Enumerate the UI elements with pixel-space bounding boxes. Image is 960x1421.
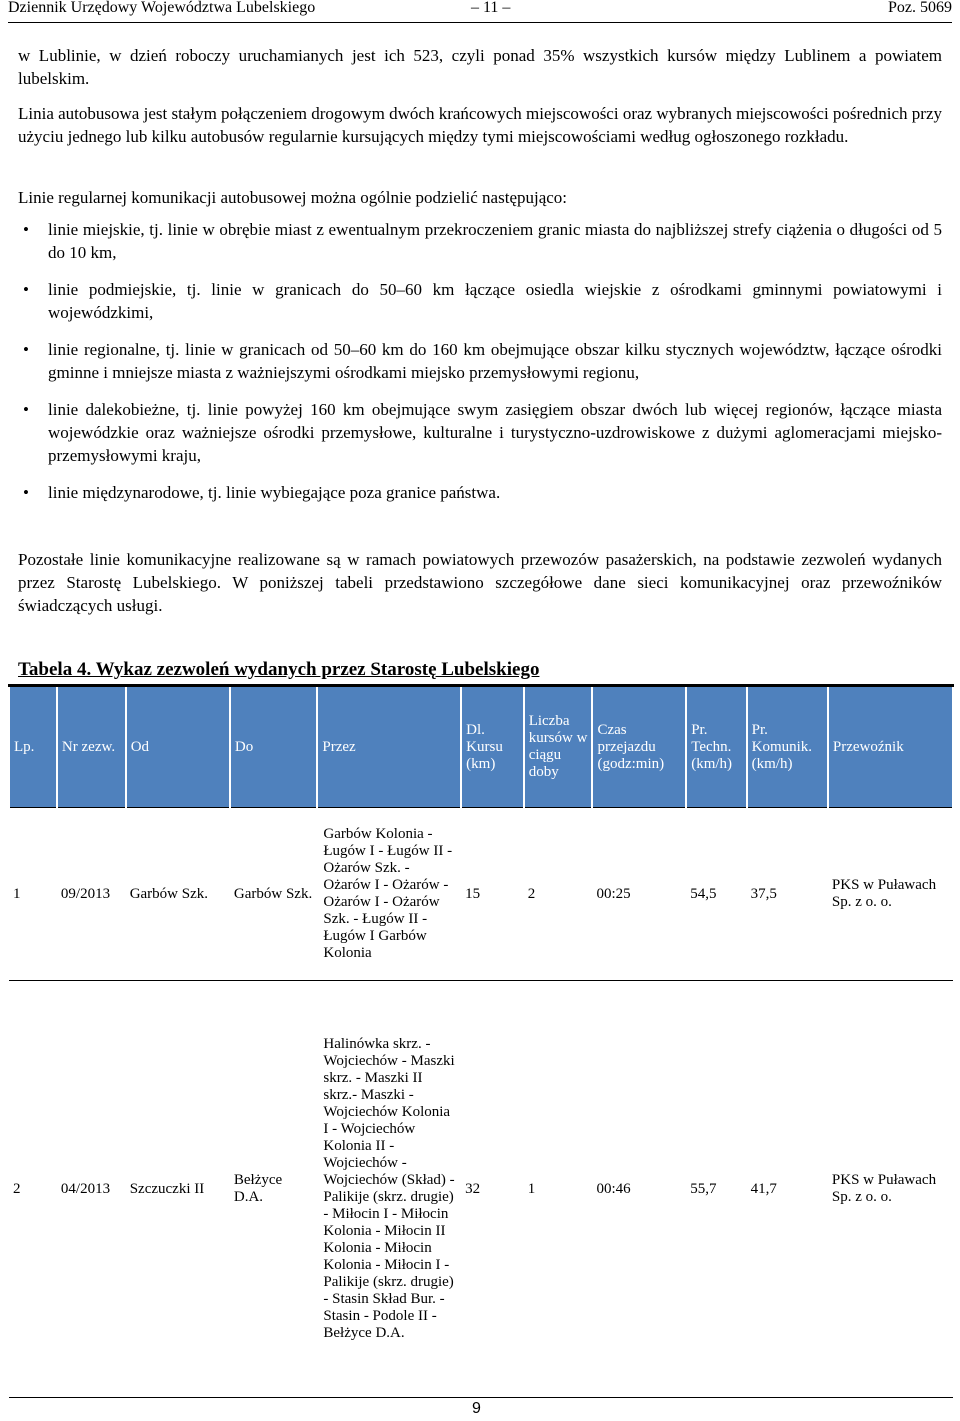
header-travel-time: Czas przejazdu (godz:min) <box>592 686 686 808</box>
list-item <box>23 398 942 467</box>
position-number: Poz. 5069 <box>888 0 952 16</box>
cell-tech-speed: 54,5 <box>686 808 746 981</box>
table-row <box>9 981 953 1398</box>
bullet-icon: • <box>23 400 29 419</box>
paragraph-definition: Linia autobusowa jest stałym połączeniem drogowym dwóch krańcowych miejscowości oraz wybranych miejscowości pośrednich przy użyciu jednego lub kilku autobusów regularnie kursujących między tymi miejscowościami według ogłoszonego rozkładu. <box>18 104 942 146</box>
list-item-text: linie podmiejskie, tj. linie w granicach do 50–60 km łączące osiedla wiejskie z ośrodkami gminnymi powiatowymi i wojewódzkimi, <box>48 280 942 322</box>
line-types-list <box>23 218 942 504</box>
bullet-icon: • <box>23 220 29 239</box>
header-runs-per-day: Liczba kursów w ciągu doby <box>524 686 593 808</box>
list-item-text: linie dalekobieżne, tj. linie powyżej 160 km obejmujące swym zasięgiem obszar dwóch lub więcej regionów, łączące miasta wojewódzkie oraz ważniejsze ośrodki przemysłowe, kulturalne i turystyczno-uzdrowiskowe z dużymi aglomeracjami miejsko-przemysłowymi kraju, <box>48 400 942 465</box>
cell-tech-speed: 55,7 <box>686 981 746 1398</box>
header-from: Od <box>126 686 230 808</box>
cell-route-length: 32 <box>461 981 524 1398</box>
list-item-text: linie miejskie, tj. linie w obrębie miast z ewentualnym przekroczeniem granic miasta do najbliższej strefy ciążenia o długości od 5 do 10 km, <box>48 220 942 262</box>
header-tech-speed: Pr. Techn. (km/h) <box>686 686 746 808</box>
cell-runs-per-day: 2 <box>524 808 593 981</box>
list-item <box>23 278 942 324</box>
cell-carrier: PKS w Puławach Sp. z o. o. <box>828 981 953 1398</box>
cell-lp: 1 <box>9 808 57 981</box>
list-item <box>23 338 942 384</box>
cell-lp: 2 <box>9 981 57 1398</box>
header-lp: Lp. <box>9 686 57 808</box>
list-item-text: linie międzynarodowe, tj. linie wybiegające poza granice państwa. <box>48 483 501 502</box>
cell-route-length: 15 <box>461 808 524 981</box>
cell-permit-number: 04/2013 <box>57 981 126 1398</box>
cell-carrier: PKS w Puławach Sp. z o. o. <box>828 808 953 981</box>
header-permit-number: Nr zezw. <box>57 686 126 808</box>
cell-commercial-speed: 41,7 <box>747 981 828 1398</box>
cell-runs-per-day: 1 <box>524 981 593 1398</box>
header-to: Do <box>230 686 318 808</box>
header-carrier: Przewoźnik <box>828 686 953 808</box>
cell-via: Halinówka skrz. - Wojciechów - Maszki skrz. - Maszki II skrz.- Maszki - Wojciechów Kolonia I - Wojciechów Kolonia II - Wojciechów - Wojciechów (Skład) - Palikije (skrz. drugie) - Miłocin I - Miłocin Kolonia - Miłocin II Kolonia - Miłocin Kolonia - Miłocin I - Palikije (skrz. drugie) - Stasin Skład Bur. - Stasin - Podole II - Bełżyce D.A. <box>317 981 461 1398</box>
permits-table <box>8 684 954 1398</box>
page-number: 9 <box>472 1400 481 1417</box>
header-page-marker: – 11 – <box>471 0 511 16</box>
header-via: Przez <box>317 686 461 808</box>
paragraph-intro: w Lublinie, w dzień roboczy uruchamianych jest ich 523, czyli ponad 35% wszystkich kursów między Lublinem a powiatem lubelskim. <box>18 46 942 88</box>
cell-to: Garbów Szk. <box>230 808 318 981</box>
cell-via: Garbów Kolonia - Ługów I - Ługów II - Ożarów Szk. - Ożarów I - Ożarów - Ożarów I - Ożarów Szk. - Ługów II - Ługów I Garbów Kolonia <box>317 808 461 981</box>
table-header-row <box>9 686 953 808</box>
bullet-icon: • <box>23 340 29 359</box>
cell-from: Garbów Szk. <box>126 808 230 981</box>
cell-from: Szczuczki II <box>126 981 230 1398</box>
bullet-icon: • <box>23 483 29 502</box>
list-item <box>23 481 942 504</box>
journal-title: Dziennik Urzędowy Województwa Lubelskiego <box>8 0 316 16</box>
cell-permit-number: 09/2013 <box>57 808 126 981</box>
header-commercial-speed: Pr. Komunik. (km/h) <box>747 686 828 808</box>
cell-to: Bełżyce D.A. <box>230 981 318 1398</box>
cell-travel-time: 00:46 <box>592 981 686 1398</box>
paragraph-division: Linie regularnej komunikacji autobusowej można ogólnie podzielić następująco: <box>18 188 568 207</box>
page-header <box>8 0 952 23</box>
header-route-length: Dl. Kursu (km) <box>461 686 524 808</box>
list-item <box>23 218 942 264</box>
bullet-icon: • <box>23 280 29 299</box>
paragraph-permits: Pozostałe linie komunikacyjne realizowane są w ramach powiatowych przewozów pasażerskich, na podstawie zezwoleń wydanych przez Starostę Lubelskiego. W poniższej tabeli przedstawiono szczegółowe dane sieci komunikacyjnej oraz przewoźników świadczących usługi. <box>18 550 942 615</box>
table-row <box>9 808 953 981</box>
cell-commercial-speed: 37,5 <box>747 808 828 981</box>
cell-travel-time: 00:25 <box>592 808 686 981</box>
table-caption: Tabela 4. Wykaz zezwoleń wydanych przez Starostę Lubelskiego <box>18 659 540 680</box>
list-item-text: linie regionalne, tj. linie w granicach od 50–60 km do 160 km obejmujące obszar kilku stycznych województw, łączące ośrodki gminne i mniejsze miasta z ważniejszymi ośrodkami miejsko przemysłowymi regionu, <box>48 340 942 382</box>
